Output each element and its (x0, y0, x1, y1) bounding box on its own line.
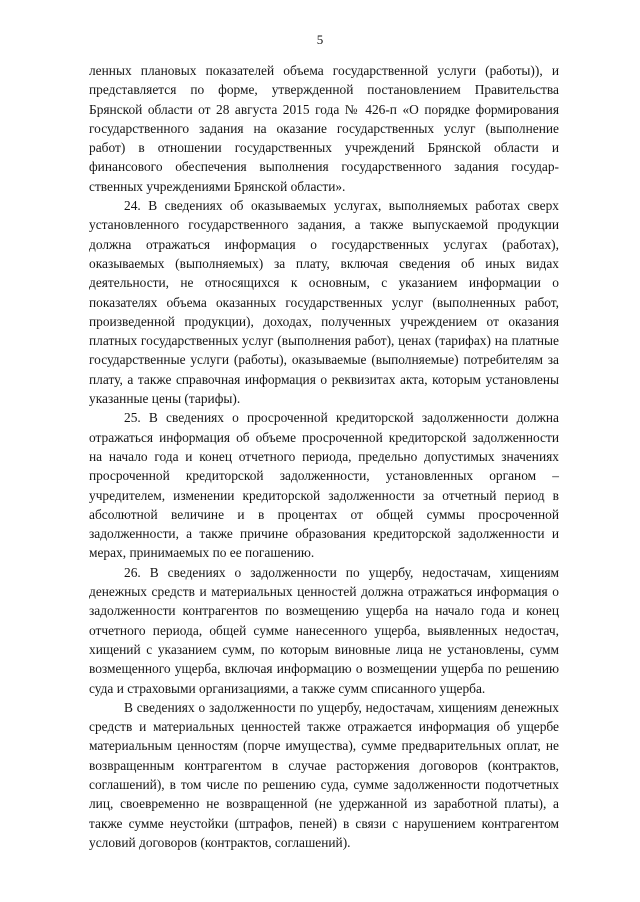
paragraph-26: 26. В сведениях о задолженности по ущербу, недостачам, хищениям денежных средств и материальных ценностей должна отражаться информация о задолженности контрагентов по возмещению ущерба на начало года и конец отчетного периода, общей сумме нанесенного ущерба, выявленных недостач, хищений с указанием сумм, по которым виновные лица не установлены, сумм возмещенного ущерба, включая информацию о возмещении ущерба по решению суда и страховыми организациями, а также сумм списанного ущерба. (89, 564, 559, 696)
page-number: 5 (316, 32, 324, 47)
paragraph-26-continued: В сведениях о задолженности по ущербу, недостачам, хищениям денежных средств и материальных ценностей также отражается информация об ущербе материальным ценностям (порче имущества), сумме предварительных оплат, не возвращенным контрагентом в случае расторжения договоров (контрактов, соглашений), в том числе по решению суда, сумме задолженности подотчетных лиц, своевременно не возвращенной (не удержанной из заработной платы), а также сумме неустойки (штрафов, пеней) в связи с нарушением контрагентом условий договоров (контрактов, соглашений). (89, 699, 559, 850)
paragraph-25: 25. В сведениях о просроченной кредиторской задолженности должна отражаться информация об объеме просроченной кредиторской задолженности на начало года и конец отчетного периода, предельно допустимых значениях просроченной кредиторской задолженности, установленных органом – учредителем, изменении кредиторской задолженности за отчетный период в абсолютной величине и в процентах от общей суммы просроченной задолженности, а также причине образования кредиторской задолженности и мерах, принимаемых по ее погашению. (89, 410, 559, 561)
paragraph-24: 24. В сведениях об оказываемых услугах, выполняемых работах сверх установленного государственного задания, а также выпускаемой продукции должна отражаться информация о государственных услугах (работах), оказываемых (выполняемых) за плату, включая сведения об иных видах деятельности, не относящихся к основным, с указанием информации о показателях объема оказанных государственных услуг (выполненных работ, произведенной продукции), доходах, полученных учреждением от оказания платных государственных услуг (выполнения работ), ценах (тарифах) на платные государственные услуги (работы), оказываемые (выполняемые) потребителям за плату, а также справочная информация о реквизитах акта, которым установлены указанные цены (тарифы). (89, 198, 559, 407)
document-body (89, 61, 559, 852)
paragraph-continuation: ленных плановых показателей объема государственной услуги (работы)), и представляется по форме, утвержденной постановлением Правительства Брянской области от 28 августа 2015 года № 426-п «О порядке формирования государственного задания на оказание государственных услуг (выполнение работ) в отношении государственных учреждений Брянской области и финансового обеспечения выполнения государственного задания государственных учреждениями Брянской области». (89, 63, 559, 194)
